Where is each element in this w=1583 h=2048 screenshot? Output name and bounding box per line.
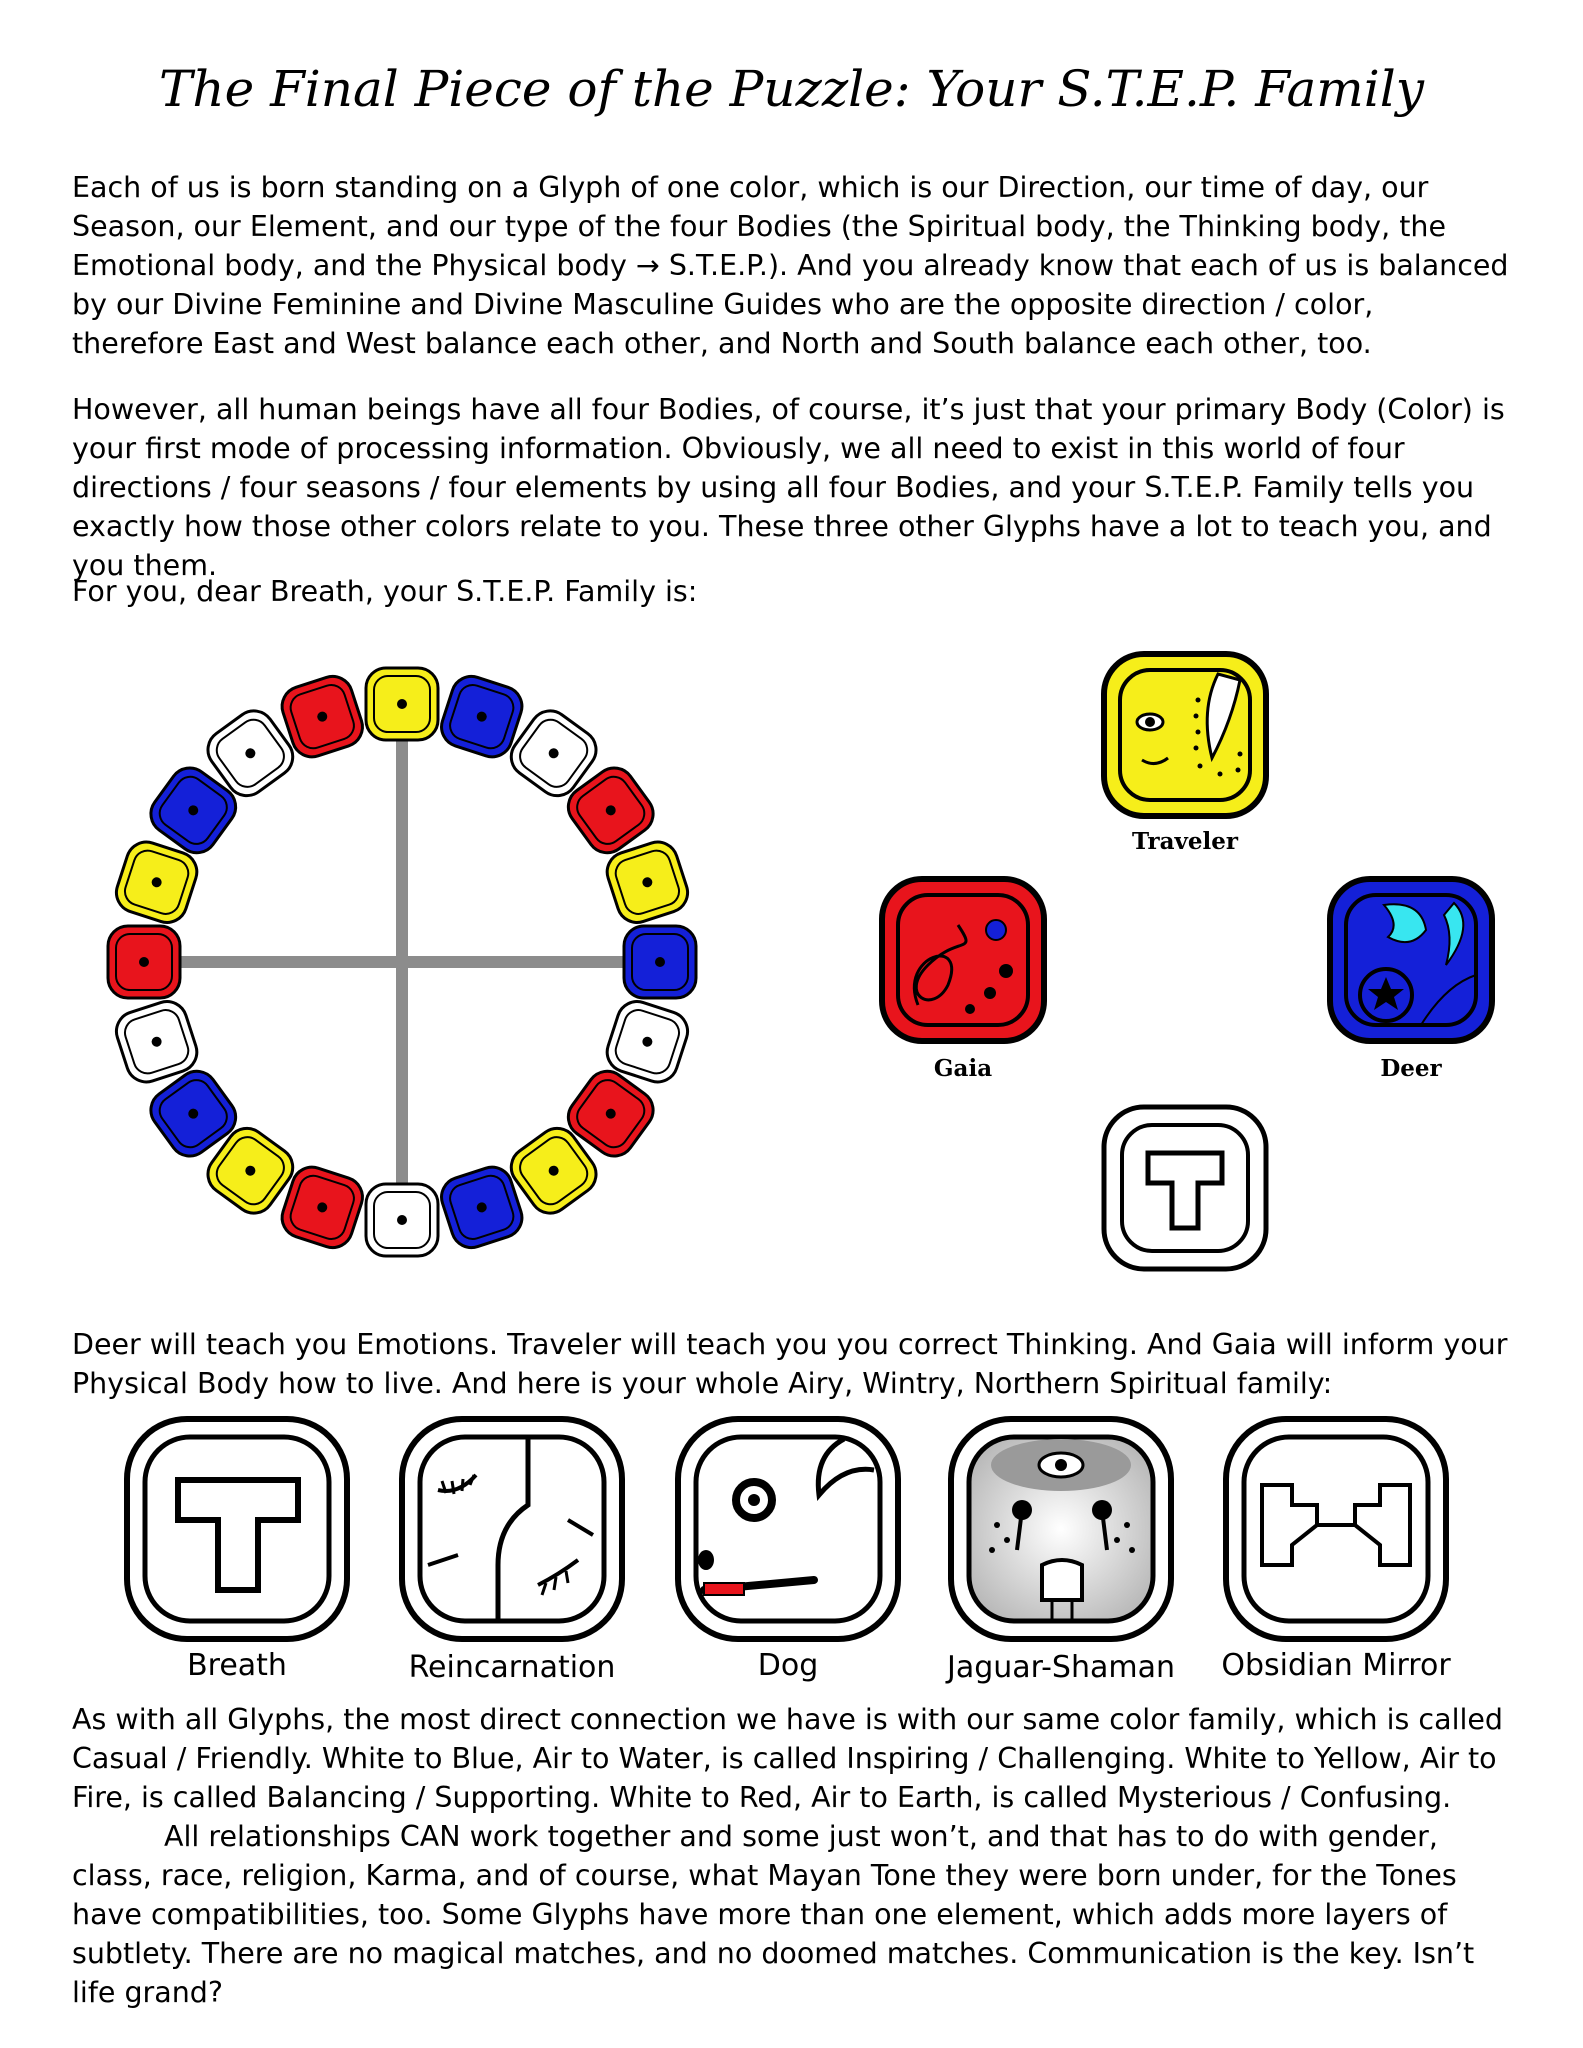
dog-glyph [674, 1415, 902, 1643]
breath-label: Breath [187, 1648, 287, 1683]
relationships-paragraph: All relationships CAN work together and some just won’t, and that has to do with gender, class, race, religion, Karma, and of course, what Mayan Tone they were born under, for the Tones have compatibilities, too. Some Glyphs have more than one element, which adds more layers of subtlety. There are no magical matches, and no doomed matches. Communication is the key. Isn’t life grand? [72, 1820, 1475, 2009]
teach-paragraph: Deer will teach you Emotions. Traveler will teach you you correct Thinking. And Gaia will inform your Physical Body how to live. And here is your whole Airy, Wintry, Northern Spiritual family: [72, 1328, 1508, 1400]
deer-label: Deer [1380, 1055, 1442, 1082]
however-paragraph: However, all human beings have all four Bodies, of course, it’s just that your primary Body (Color) is your first mode of processing information. Obviously, we all need to exist in this world of four directions / four seasons / four elements by using all four Bodies, and your S.T.E.P. Family tells you exactly how those other colors relate to you. These three other Glyphs have a lot to teach you, and you them. [72, 393, 1505, 582]
intro-paragraph: Each of us is born standing on a Glyph of one color, which is our Direction, our time of day, our Season, our Element, and our type of the four Bodies (the Spiritual body, the Thinking body, the Emotional body, and the Physical body → S.T.E.P.). And you already know that each of us is balanced by our Divine Feminine and Divine Masculine Guides who are the opposite direction / color, therefore East and West balance each other, and North and South balance each other, too. [72, 171, 1509, 360]
dog-label: Dog [757, 1648, 819, 1683]
deer-glyph [1326, 875, 1496, 1045]
jaguar-shaman-glyph [947, 1415, 1175, 1643]
breath-glyph-step [1100, 1103, 1270, 1273]
wheel-glyph-yellow [366, 668, 438, 740]
traveler-label: Traveler [1132, 828, 1238, 855]
gaia-glyph [878, 875, 1048, 1045]
for-you-paragraph: For you, dear Breath, your S.T.E.P. Family is: [72, 575, 698, 608]
breath-glyph [123, 1415, 351, 1643]
reincarnation-glyph [398, 1415, 626, 1643]
page-title: The Final Piece of the Puzzle: Your S.T.E.P. Family [159, 60, 1424, 118]
jaguar-shaman-label: Jaguar-Shaman [947, 1650, 1175, 1685]
as-with-paragraph: As with all Glyphs, the most direct connection we have is with our same color family, which is called Casual / Friendly. White to Blue, Air to Water, is called Inspiring / Challenging. White to Yellow, Air to Fire, is called Balancing / Supporting. White to Red, Air to Earth, is called Mysterious / Confusing. [72, 1703, 1504, 1814]
wheel-glyph-white [366, 1184, 438, 1256]
gaia-label: Gaia [933, 1055, 993, 1082]
obsidian-mirror-label: Obsidian Mirror [1221, 1648, 1451, 1683]
glyph-wheel [80, 640, 740, 1280]
wheel-glyph-blue [624, 926, 696, 998]
wheel-glyph-red [108, 926, 180, 998]
obsidian-mirror-glyph [1222, 1415, 1450, 1643]
reincarnation-label: Reincarnation [408, 1650, 616, 1685]
traveler-glyph [1100, 650, 1270, 820]
